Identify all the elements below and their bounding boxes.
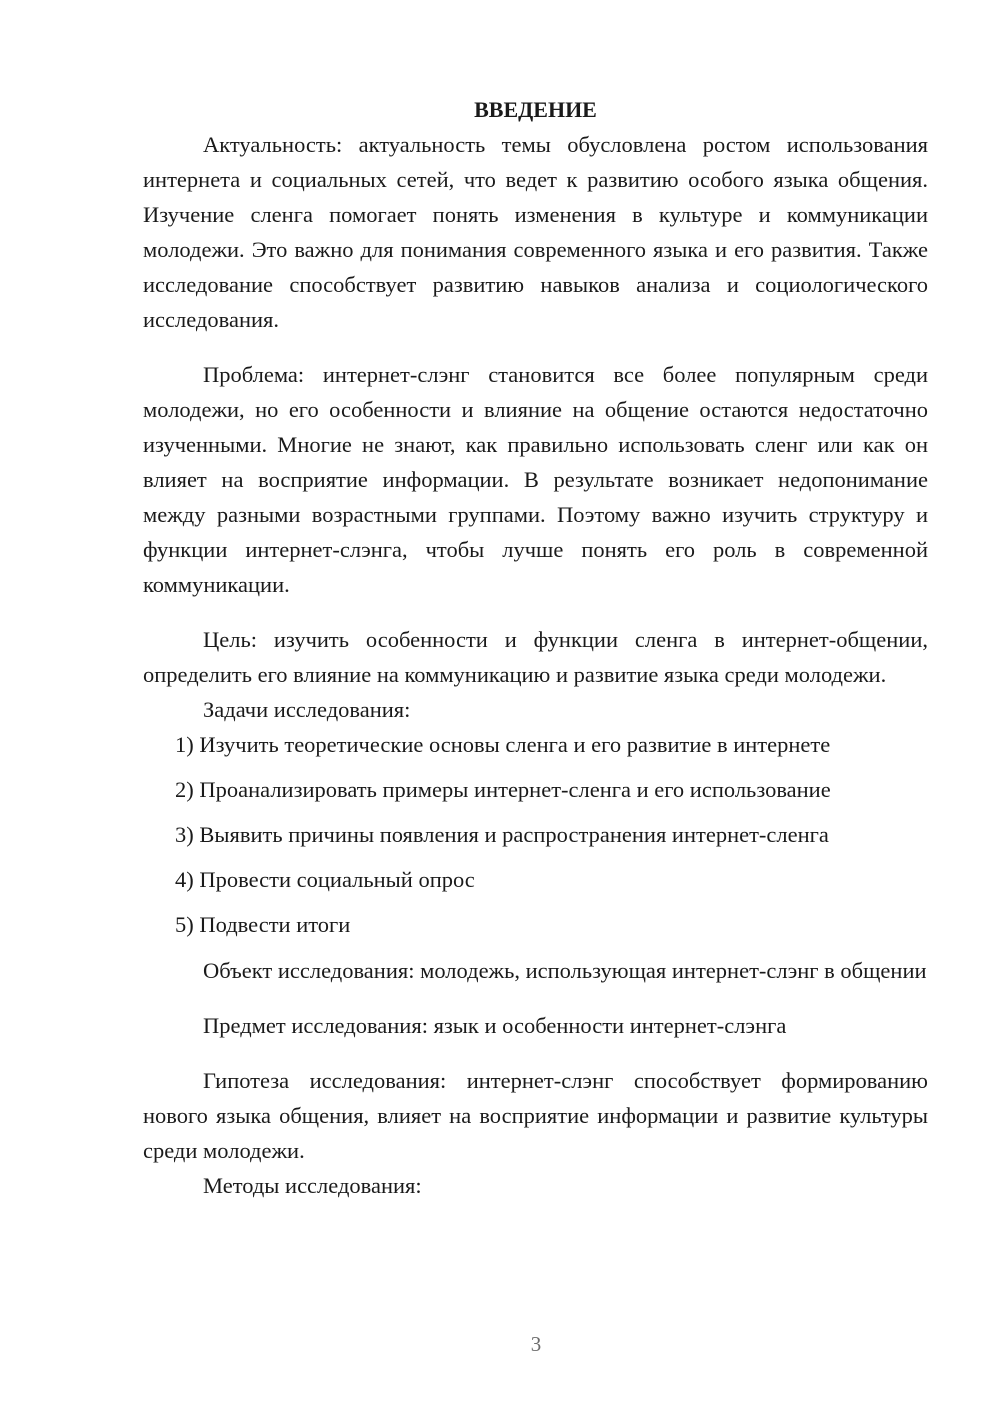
page-title: ВВЕДЕНИЕ xyxy=(474,97,597,122)
paragraph-hypothesis: Гипотеза исследования: интернет-слэнг способствует формированию нового языка общения, влияет на восприятие информации и развитие культуры среди молодежи. xyxy=(143,1068,928,1163)
methods-label: Методы исследования: xyxy=(203,1173,422,1198)
list-item: 5) Подвести итоги xyxy=(175,912,351,937)
tasks-label: Задачи исследования: xyxy=(203,697,411,722)
document-page xyxy=(143,92,928,1203)
page-number: 3 xyxy=(530,1332,542,1356)
paragraph-goal: Цель: изучить особенности и функции сленга в интернет-общении, определить его влияние на коммуникацию и развитие языка среди молодежи. xyxy=(143,627,928,687)
list-item: 2) Проанализировать примеры интернет-сленга и его использование xyxy=(175,777,831,802)
list-item: 4) Провести социальный опрос xyxy=(175,867,475,892)
paragraph-problem: Проблема: интернет-слэнг становится все более популярным среди молодежи, но его особенности и влияние на общение остаются недостаточно изученными. Многие не знают, как правильно использовать сленг или как он влияет на восприятие информации. В результате возникает недопонимание между разными возрастными группами. Поэтому важно изучить структуру и функции интернет-слэнга, чтобы лучше понять его роль в современной коммуникации. xyxy=(143,362,928,597)
task-list xyxy=(143,727,928,942)
paragraph-relevance: Актуальность: актуальность темы обусловлена ростом использования интернета и социальных сетей, что ведет к развитию особого языка общения. Изучение сленга помогает понять изменения в культуре и коммуникации молодежи. Это важно для понимания современного языка и его развития. Также исследование способствует развитию навыков анализа и социологического исследования. xyxy=(143,132,928,332)
list-item: 1) Изучить теоретические основы сленга и его развитие в интернете xyxy=(175,732,831,757)
list-item: 3) Выявить причины появления и распространения интернет-сленга xyxy=(175,822,829,847)
paragraph-subject: Предмет исследования: язык и особенности интернет-слэнга xyxy=(203,1013,787,1038)
paragraph-object: Объект исследования: молодежь, использующая интернет-слэнг в общении xyxy=(203,958,927,983)
